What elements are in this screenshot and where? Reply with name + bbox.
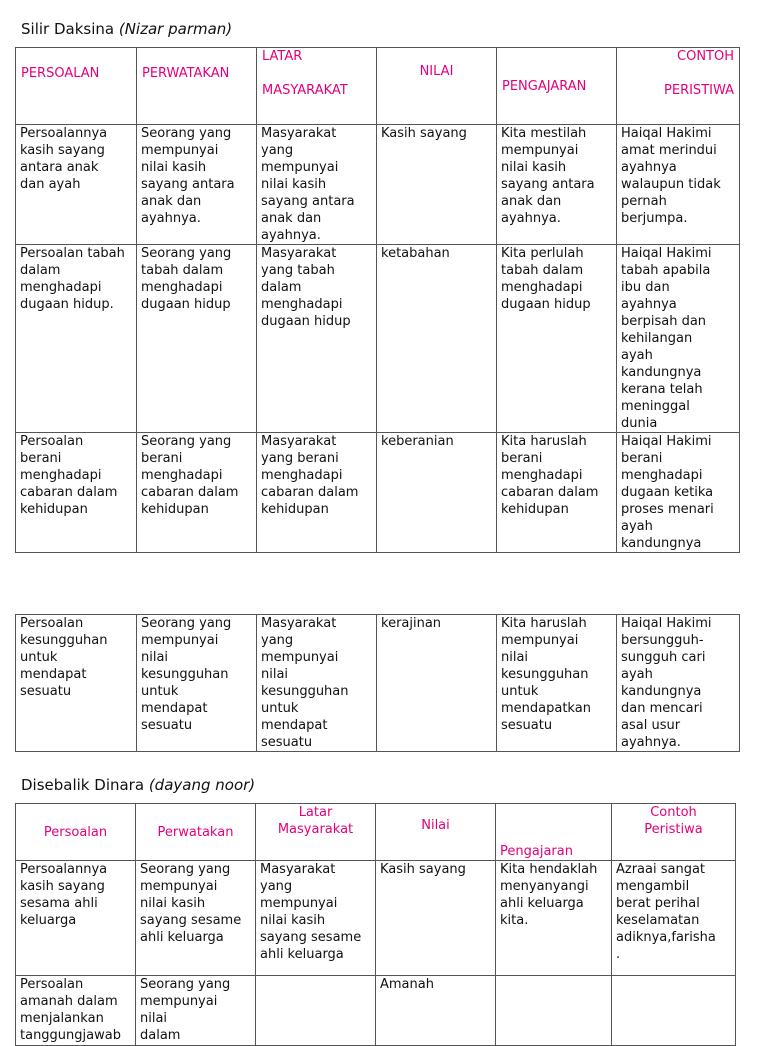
cell-perwatakan: Seorang yang berani menghadapi cabaran dalam kehidupan [137,433,257,553]
cell-perwatakan: Seorang yang mempunyai nilai kasih sayang antara anak dan ayahnya. [137,125,257,245]
cell-contoh: Haiqal Hakimi amat merindui ayahnya walaupun tidak pernah berjumpa. [617,125,740,245]
cell-pengajaran: Kita haruslah mempunyai nilai kesungguhan untuk mendapatkan sesuatu [497,615,617,752]
header-persoalan: Persoalan [16,804,136,861]
table-row [16,861,736,976]
section-2-table [15,803,736,1046]
header-perwatakan: PERWATAKAN [137,48,257,125]
cell-contoh: Haiqal Hakimi berani menghadapi dugaan ketika proses menari ayah kandungnya [617,433,740,553]
section-2-author: (dayang noor) [148,776,256,794]
cell-perwatakan: Seorang yang tabah dalam menghadapi dugaan hidup [137,245,257,433]
header-latar-masyarakat: Latar Masyarakat [256,804,376,861]
header-pengajaran: PENGAJARAN [497,48,617,125]
cell-pengajaran: Kita hendaklah menyanyangi ahli keluarga kita. [496,861,612,976]
cell-pengajaran: Kita haruslah berani menghadapi cabaran dalam kehidupan [497,433,617,553]
cell-persoalan: Persoalannya kasih sayang antara anak dan ayah [16,125,137,245]
header-contoh-peristiwa: Contoh Peristiwa [612,804,736,861]
header-nilai: Nilai [376,804,496,861]
table-row [16,125,740,245]
cell-contoh: Azraai sangat mengambil berat perihal keselamatan adiknya,farisha . [612,861,736,976]
section-1-title: Silir Daksina [21,20,115,38]
cell-contoh: Haiqal Hakimi bersungguh- sungguh cari ayah kandungnya dan mencari asal usur ayahnya. [617,615,740,752]
section-2-heading [21,776,255,794]
table-row [16,615,740,752]
cell-perwatakan: Seorang yang mempunyai nilai dalam [136,976,256,1046]
section-1-author: (Nizar parman) [118,20,233,38]
cell-latar: Masyarakat yang mempunyai nilai kesungguhan untuk mendapat sesuatu [257,615,377,752]
header-persoalan: PERSOALAN [16,48,137,125]
cell-perwatakan: Seorang yang mempunyai nilai kesungguhan untuk mendapat sesuatu [137,615,257,752]
table-header-row [16,804,736,861]
cell-nilai: Amanah [376,976,496,1046]
cell-nilai: Kasih sayang [376,861,496,976]
cell-nilai: keberanian [377,433,497,553]
cell-pengajaran: Kita mestilah mempunyai nilai kasih sayang antara anak dan ayahnya. [497,125,617,245]
table-row [16,976,736,1046]
cell-nilai: ketabahan [377,245,497,433]
cell-persoalan: Persoalannya kasih sayang sesama ahli keluarga [16,861,136,976]
cell-contoh: Haiqal Hakimi tabah apabila ibu dan ayahnya berpisah dan kehilangan ayah kandungnya kerana telah meninggal dunia [617,245,740,433]
cell-perwatakan: Seorang yang mempunyai nilai kasih sayang sesame ahli keluarga [136,861,256,976]
cell-persoalan: Persoalan tabah dalam menghadapi dugaan hidup. [16,245,137,433]
cell-pengajaran [496,976,612,1046]
cell-latar: Masyarakat yang tabah dalam menghadapi dugaan hidup [257,245,377,433]
header-latar-masyarakat: LATAR MASYARAKAT [257,48,377,125]
header-pengajaran: Pengajaran [496,804,612,861]
header-contoh-peristiwa: CONTOH PERISTIWA [617,48,740,125]
cell-persoalan: Persoalan berani menghadapi cabaran dalam kehidupan [16,433,137,553]
cell-pengajaran: Kita perlulah tabah dalam menghadapi dugaan hidup [497,245,617,433]
section-2-title: Disebalik Dinara [21,776,145,794]
section-1-heading [21,20,232,38]
header-perwatakan: Perwatakan [136,804,256,861]
table-row [16,433,740,553]
cell-latar: Masyarakat yang berani menghadapi cabaran dalam kehidupan [257,433,377,553]
cell-latar: Masyarakat yang mempunyai nilai kasih sayang antara anak dan ayahnya. [257,125,377,245]
cell-nilai: kerajinan [377,615,497,752]
cell-contoh [612,976,736,1046]
table-header-row [16,48,740,125]
cell-persoalan: Persoalan amanah dalam menjalankan tanggungjawab [16,976,136,1046]
table-row [16,245,740,433]
cell-latar [256,976,376,1046]
cell-nilai: Kasih sayang [377,125,497,245]
section-1-continued-table [15,614,740,752]
header-nilai: NILAI [377,48,497,125]
section-1-table [15,47,740,553]
cell-latar: Masyarakat yang mempunyai nilai kasih sayang sesame ahli keluarga [256,861,376,976]
cell-persoalan: Persoalan kesungguhan untuk mendapat sesuatu [16,615,137,752]
